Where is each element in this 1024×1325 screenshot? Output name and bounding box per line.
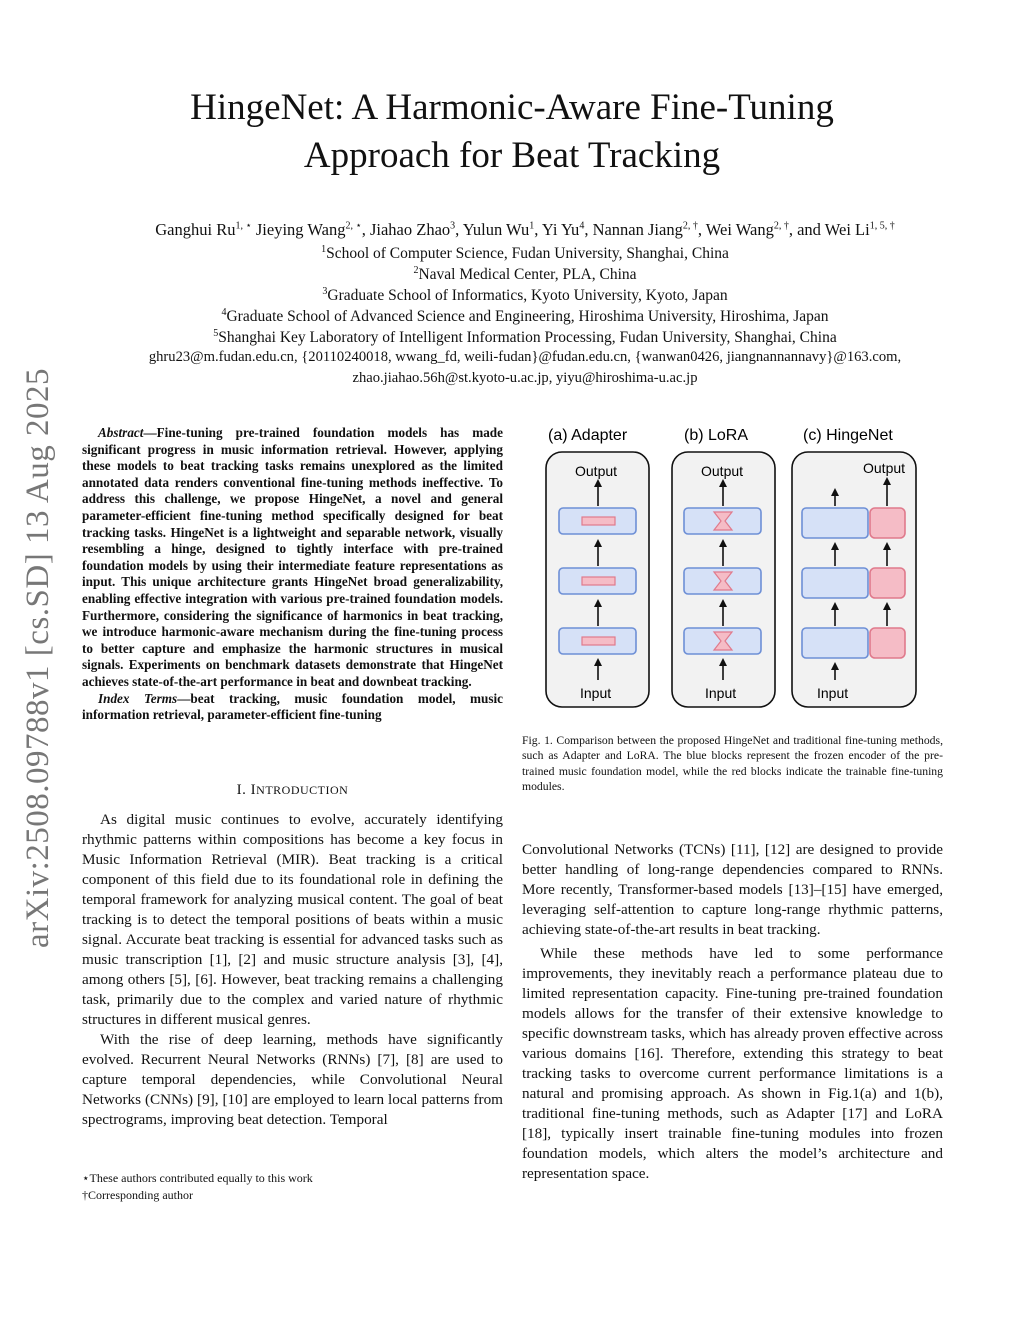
paragraph: With the rise of deep learning, methods have significantly evolved. Recurrent Neural Networks (RNNs) [7], [8] are used to capture temporal dependencies, while Convolutional Neural Networks (CNNs) [9], [10] are employed to learn local patterns from spectrograms, improving beat detection. Temporal [82, 1031, 503, 1128]
hingenet-module [870, 568, 905, 598]
adapter-module [582, 517, 615, 525]
adapter-module [582, 637, 615, 645]
output-label: Output [575, 463, 618, 479]
author-list: Ganghui $Ru^{1, ⋆}$ Jieying Wang$^{2, ⋆}$, Jiahao Zhao$^3$, Yulun Wu$^1$, Yi Yu$^4$, Nannan Jiang$^{2, \dagger}$, Wei Wang$^{2, \dagger}$, and Wei $Li^{1, 5, \dagger}$ [155, 220, 895, 239]
author: Nannan Jiang$^{2, \dagger}$ [592, 220, 698, 239]
author: Jieying Wang$^{2, ⋆}$ [255, 220, 362, 239]
affiliation: $^2$Naval Medical Center, PLA, China [413, 264, 637, 283]
panel-c-blocks [802, 481, 905, 680]
author: Yi Yu$^4$ [541, 220, 585, 239]
footnote: ⋆These authors contributed equally to this work [82, 1171, 313, 1185]
output-label: Output [863, 460, 906, 476]
input-label: Input [817, 685, 849, 701]
author: Jiahao Zhao$^3$ [369, 220, 456, 239]
abstract [82, 425, 503, 724]
output-label: Output [701, 463, 744, 479]
abstract-label: Abstract [98, 425, 144, 440]
footnote: †Corresponding author [82, 1188, 193, 1202]
paragraph: Convolutional Networks (TCNs) [11], [12] are designed to provide better handling of long-range dependencies compared to RNNs. More recently, Transformer-based models [13]–[15] have emerged, leveraging self-attention to capture long-range rhythmic patterns, achieving state-of-the-art results in beat tracking. [522, 841, 943, 938]
title-line-2: Approach for Beat Tracking [303, 135, 721, 176]
title-line-1: HingeNet: A Harmonic-Aware Fine-Tuning [190, 87, 834, 128]
arxiv-stamp: arXiv:2508.09788v1 [cs.SD] 13 Aug 2025 [20, 368, 56, 948]
paper-title [0, 84, 1024, 180]
hingenet-module [870, 508, 905, 538]
footnotes [82, 1170, 503, 1204]
paragraph: As digital music continues to evolve, accurately identifying rhythmic patterns within compositions has become a key focus in Music Information Retrieval (MIR). Beat tracking is a critical component of this field due to its foundational role in defining the temporal framework for analyzing musical content. The goal of beat tracking is to detect the temporal positions of beats within a music signal. Accurate beat tracking is essential for advanced tasks such as music transcription [1], [2] and music structure analysis [3], [4], among others [5], [6]. However, beat tracking remains a challenging task, primarily due to the complex and varied nature of rhythmic structures in different musical genres. [82, 811, 503, 1028]
paragraph: While these methods have led to some performance improvements, they inevitably reach a performance plateau due to limited representation capacity. Fine-tuning pre-trained foundation models allows for the transfer of their extensive knowledge to specific downstream tasks, which has already proven effective across various domains [16]. Therefore, extending this strategy to beat tracking tasks to overcome current performance limitations is a natural and promising approach. As shown in Fig.1(a) and 1(b), traditional fine-tuning methods, such as Adapter [17] and LoRA [18], typically insert trainable fine-tuning modules into frozen foundation models, which alters the model’s architecture and representation space. [522, 945, 944, 1182]
affiliation: $^5$Shanghai Key Laboratory of Intelligent Information Processing, Fudan University, Shanghai, China [213, 327, 837, 346]
affiliation: $^4$Graduate School of Advanced Science and Engineering, Hiroshima University, Hiroshima, Japan [221, 306, 829, 325]
hingenet-module [870, 628, 905, 658]
panel-a-blocks [559, 483, 636, 680]
email-line-2: zhao.jiahao.56h@st.kyoto-u.ac.jp, yiyu@hiroshima-u.ac.jp [352, 370, 698, 386]
email-line-1: ghru23@m.fudan.edu.cn, {20110240018, wwang_fd, weili-fudan}@fudan.edu.cn, {wanwan0426, jiangnannannavy}@163.com, [148, 349, 902, 365]
input-label: Input [580, 685, 612, 701]
index-terms: Index Terms—beat tracking, music foundation model, music information retrieval, parameter-efficient fine-tuning [82, 690, 503, 723]
author: Ganghui $Ru^{1, ⋆}$ [155, 220, 252, 239]
panel-a-title: (a) Adapter [548, 427, 628, 444]
panel-b-blocks [684, 483, 761, 680]
author: Wei Wang$^{2, \dagger}$ [705, 220, 789, 239]
author: Yulun Wu$^1$ [462, 220, 535, 239]
panel-b-title: (b) LoRA [684, 427, 749, 444]
intro-column-right [522, 840, 943, 1184]
figure-1 [522, 418, 943, 718]
section-heading: I. INTRODUCTION [236, 782, 349, 798]
frozen-encoder-block [802, 628, 868, 658]
figure-1-caption: Fig. 1. Comparison between the proposed HingeNet and traditional fine-tuning methods, such as Adapter and LoRA. The blue blocks represent the frozen encoder of the pre-trained music foundation model, while the red blocks indicate the trainable fine-tuning modules. [522, 734, 943, 794]
author: Wei $Li^{1, 5, \dagger}$ [824, 220, 895, 239]
abstract-body: Abstract—Fine-tuning pre-trained foundation models has made significant progress in music information retrieval. However, applying these models to beat tracking tasks remains unexplored as the limited annotated data renders conventional fine-tuning methods ineffective. To address this challenge, we propose HingeNet, a novel and general parameter-efficient fine-tuning method specifically designed for beat tracking tasks. HingeNet is a lightweight and separable network, visually resembling a hinge, designed to tightly interface with pre-trained foundation models by using their intermediate feature representations as input. This unique architecture grants HingeNet broad generalizability, enabling effective integration with various pre-trained foundation models. Furthermore, considering the significance of harmonics in beat tracking, we introduce harmonic-aware mechanism during the fine-tuning process to better capture and emphasize the harmonic structures in musical signals. Experiments on benchmark datasets demonstrate that HingeNet achieves state-of-the-art performance in beat and downbeat tracking. [82, 425, 503, 689]
affiliation: $^1$School of Computer Science, Fudan University, Shanghai, China [321, 243, 729, 262]
intro-column-left [82, 810, 503, 1130]
panel-c-title: (c) HingeNet [803, 427, 893, 444]
index-terms-label: Index Terms [98, 690, 178, 706]
affiliation: $^3$Graduate School of Informatics, Kyoto University, Kyoto, Japan [322, 285, 728, 304]
frozen-encoder-block [802, 508, 868, 538]
input-label: Input [705, 685, 737, 701]
adapter-module [582, 577, 615, 585]
frozen-encoder-block [802, 568, 868, 598]
